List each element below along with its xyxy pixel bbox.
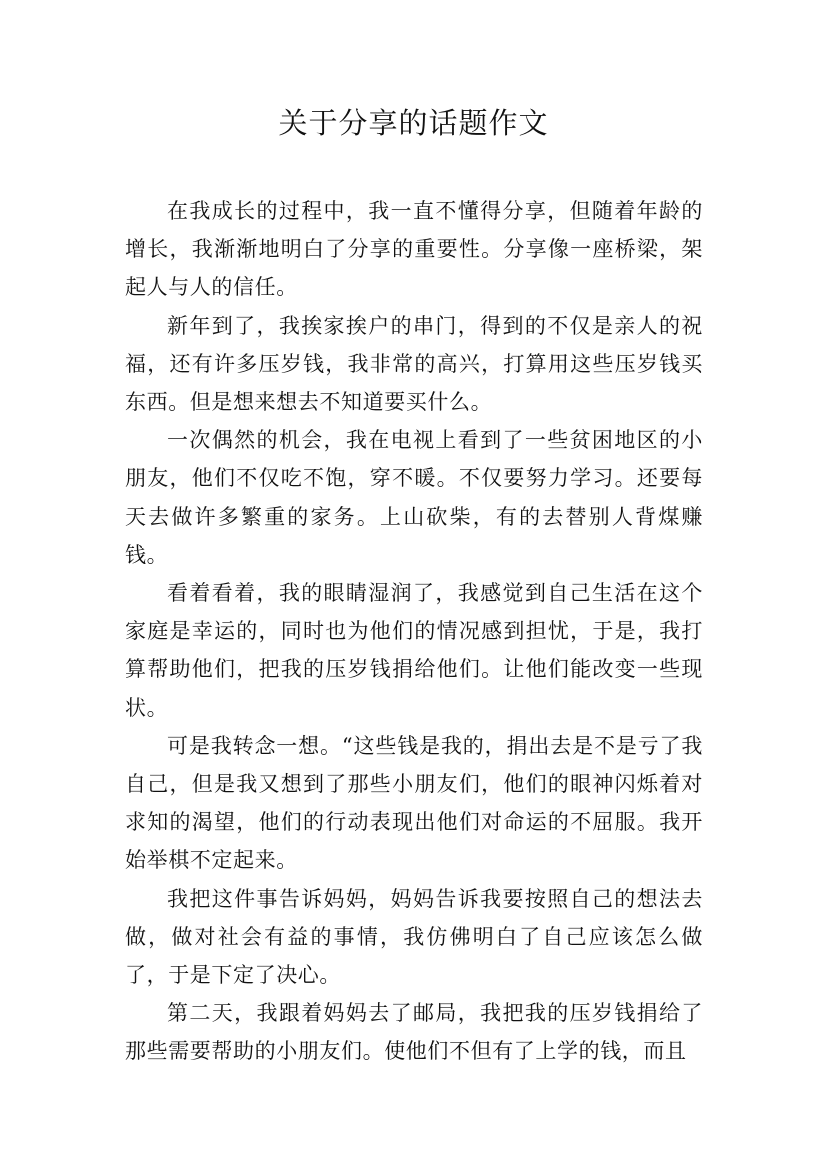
- paragraph: 第二天，我跟着妈妈去了邮局，我把我的压岁钱捐给了那些需要帮助的小朋友们。使他们不但有了上学的钱，而且: [125, 1001, 703, 1064]
- paragraph: 在我成长的过程中，我一直不懂得分享，但随着年龄的增长，我渐渐地明白了分享的重要性。分享像一座桥梁，架起人与人的信任。: [125, 199, 703, 300]
- paragraph: 一次偶然的机会，我在电视上看到了一些贫困地区的小朋友，他们不仅吃不饱，穿不暖。不仅要努力学习。还要每天去做许多繁重的家务。上山砍柴，有的去替别人背煤赚钱。: [125, 428, 703, 567]
- paragraph: 我把这件事告诉妈妈，妈妈告诉我要按照自己的想法去做，做对社会有益的事情，我仿佛明白了自己应该怎么做了，于是下定了决心。: [125, 886, 703, 988]
- paragraph: 可是我转念一想。“这些钱是我的，捐出去是不是亏了我自己，但是我又想到了那些小朋友们，他们的眼神闪烁着对求知的渴望，他们的行动表现出他们对命运的不屈服。我开始举棋不定起来。: [125, 733, 703, 873]
- paragraph: 新年到了，我挨家挨户的串门，得到的不仅是亲人的祝福，还有许多压岁钱，我非常的高兴，打算用这些压岁钱买东西。但是想来想去不知道要买什么。: [125, 313, 703, 415]
- document-title: 关于分享的话题作文: [278, 106, 549, 140]
- document-body: [125, 192, 703, 1071]
- paragraph: 看着看着，我的眼睛湿润了，我感觉到自己生活在这个家庭是幸运的，同时也为他们的情况感到担忧，于是，我打算帮助他们，把我的压岁钱捐给他们。让他们能改变一些现状。: [125, 581, 703, 720]
